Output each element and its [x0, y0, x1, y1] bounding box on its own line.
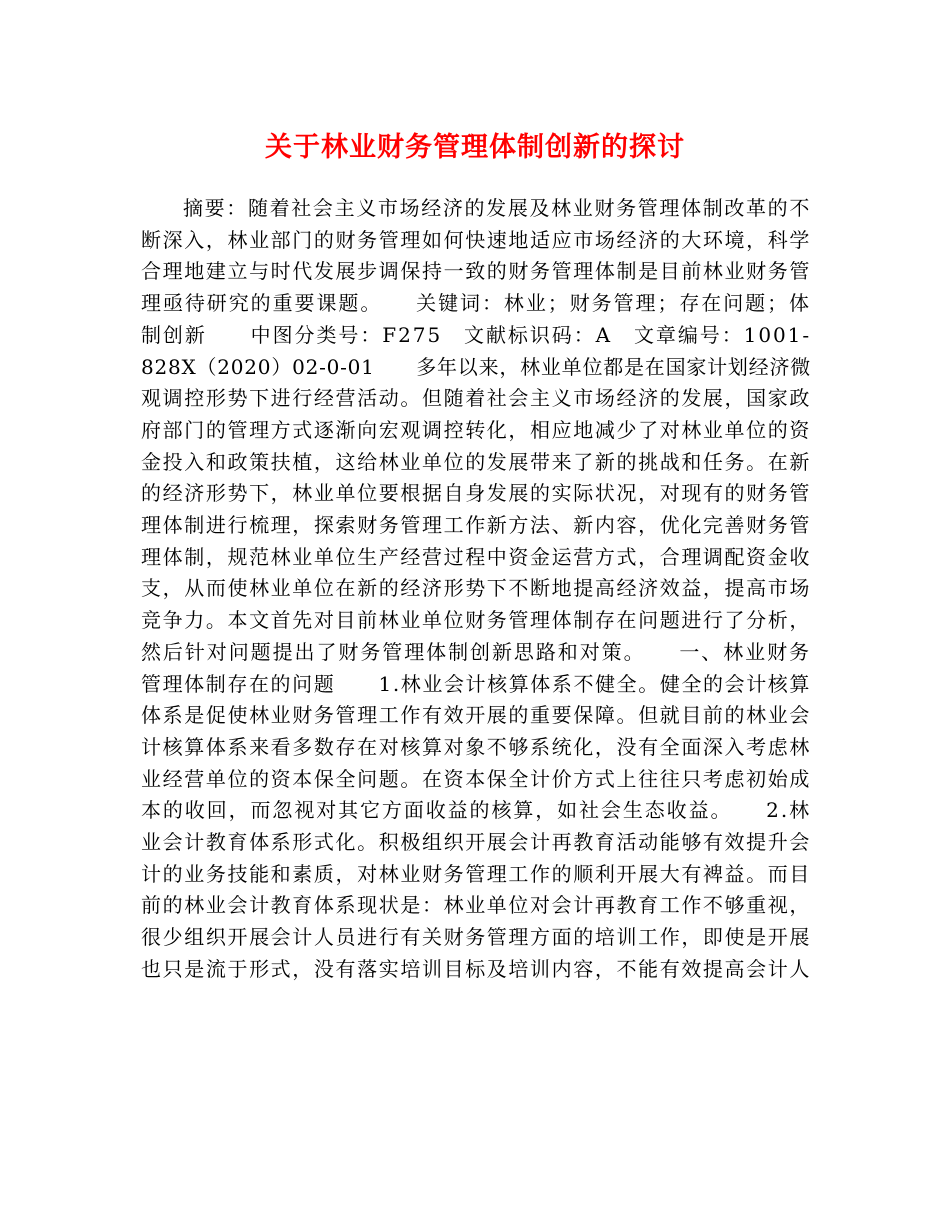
body-line: 断深入，林业部门的财务管理如何快速地适应市场经济的大环境，科学: [141, 228, 812, 252]
body-line: 理体制进行梳理，探索财务管理工作新方法、新内容，优化完善财务管: [141, 513, 812, 537]
body-line: 的经济形势下，林业单位要根据自身发展的实际状况，对现有的财务管: [141, 481, 812, 505]
body-line: 也只是流于形式，没有落实培训目标及培训内容，不能有效提高会计人: [141, 957, 812, 981]
body-line: 然后针对问题提出了财务管理体制创新思路和对策。 一、林业财务: [141, 640, 811, 664]
body-line: 合理地建立与时代发展步调保持一致的财务管理体制是目前林业财务管: [141, 259, 812, 283]
body-line: 制创新 中图分类号：F275 文献标识码：A 文章编号：1001-: [141, 323, 812, 347]
body-line: 计的业务技能和素质，对林业财务管理工作的顺利开展大有裨益。而目: [141, 862, 812, 886]
body-line: 计核算体系来看多数存在对核算对象不够系统化，没有全面深入考虑林: [141, 735, 812, 759]
body-line: 本的收回，而忽视对其它方面收益的核算，如社会生态收益。 2.林: [141, 798, 811, 822]
body-line: 摘要：随着社会主义市场经济的发展及林业财务管理体制改革的不: [183, 196, 811, 220]
body-line: 很少组织开展会计人员进行有关财务管理方面的培训工作，即使是开展: [141, 925, 812, 949]
body-line: 体系是促使林业财务管理工作有效开展的重要保障。但就目前的林业会: [141, 703, 812, 727]
body-line: 业会计教育体系形式化。积极组织开展会计再教育活动能够有效提升会: [141, 830, 812, 854]
body-line: 理亟待研究的重要课题。 关键词：林业；财务管理；存在问题；体: [141, 291, 811, 315]
body-line: 828X（2020）02-0-01 多年以来，林业单位都是在国家计划经济微: [141, 355, 812, 379]
body-line: 观调控形势下进行经营活动。但随着社会主义市场经济的发展，国家政: [141, 386, 812, 410]
body-line: 府部门的管理方式逐渐向宏观调控转化，相应地减少了对林业单位的资: [141, 418, 812, 442]
body-line: 金投入和政策扶植，这给林业单位的发展带来了新的挑战和任务。在新: [141, 450, 812, 474]
body-line: 管理体制存在的问题 1.林业会计核算体系不健全。健全的会计核算: [141, 672, 811, 696]
body-line: 业经营单位的资本保全问题。在资本保全计价方式上往往只考虑初始成: [141, 767, 812, 791]
document-title: 关于林业财务管理体制创新的探讨: [265, 132, 685, 163]
body-line: 支，从而使林业单位在新的经济形势下不断地提高经济效益，提高市场: [141, 576, 812, 600]
body-line: 前的林业会计教育体系现状是：林业单位对会计再教育工作不够重视，: [141, 893, 812, 917]
body-line: 竞争力。本文首先对目前林业单位财务管理体制存在问题进行了分析，: [141, 608, 812, 632]
body-line: 理体制，规范林业单位生产经营过程中资金运营方式，合理调配资金收: [141, 545, 812, 569]
